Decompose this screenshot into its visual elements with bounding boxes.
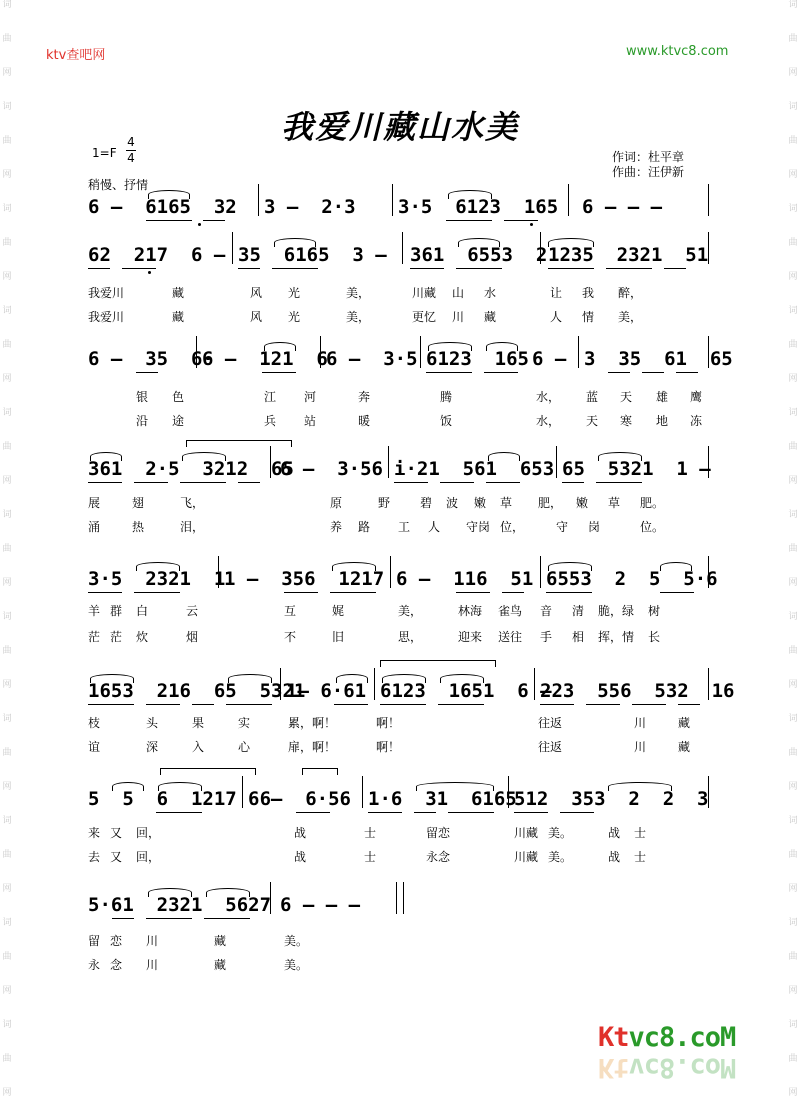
watermark-glyph: 曲 [788, 340, 798, 350]
site-logo-reflection [598, 1052, 735, 1083]
notation-segment: 65 5321 1 – [562, 458, 711, 480]
watermark-glyph: 词 [2, 102, 12, 112]
watermark-glyph: 词 [2, 816, 12, 826]
lyric-word: 美。 [548, 850, 573, 864]
notation-segment: 1653 216 65 5321 [88, 680, 306, 702]
lyric-word: 迎来 [458, 630, 483, 644]
lyric-word: 守岗 [466, 520, 491, 534]
site-logo[interactable] [598, 1022, 735, 1053]
lyric-word: 波 [446, 496, 459, 510]
lyric-word: 位。 [640, 520, 665, 534]
logo-reflection-part-2: vc8.coM [628, 1052, 736, 1083]
watermark-glyph: 曲 [788, 238, 798, 248]
watermark-glyph: 曲 [2, 646, 12, 656]
watermark-glyph: 词 [788, 0, 798, 10]
watermark-glyph: 网 [2, 1088, 12, 1098]
lyric-word: 川藏 [514, 826, 539, 840]
lyric-word: 旧 [332, 630, 345, 644]
lyric-word: 藏 [172, 310, 185, 324]
lyric-word: 啊！ [376, 740, 401, 754]
watermark-glyph: 曲 [788, 544, 798, 554]
lyric-word: 来 [88, 826, 101, 840]
lyric-word: 水， [536, 390, 561, 404]
notation-segment: 6 – 3·56 [280, 458, 383, 480]
watermark-glyph: 网 [788, 1088, 798, 1098]
watermark-glyph: 词 [2, 204, 12, 214]
score-line-6 [0, 678, 800, 704]
score-line-2 [0, 242, 800, 268]
lyric-word: 沿 [136, 414, 149, 428]
lyric-word: 更忆 [412, 310, 437, 324]
notation-segment: 6 – 121 6 [202, 348, 328, 370]
lyric-word: 永念 [426, 850, 451, 864]
lyric-word: 留恋 [426, 826, 451, 840]
lyric-word: 战 [608, 826, 621, 840]
lyric-word: 醉， [618, 286, 643, 300]
lyric-word: 往返 [538, 716, 563, 730]
lyric-word: 守 [556, 520, 569, 534]
lyric-word: 入 [192, 740, 205, 754]
lyric-word: 草 [500, 496, 513, 510]
lyric-word: 长 [648, 630, 661, 644]
lyric-word: 我爱川 [88, 310, 125, 324]
lyric-word: 工 [398, 520, 411, 534]
lyric-word: 士 [364, 850, 377, 864]
lyric-word: 川 [452, 310, 465, 324]
watermark-glyph: 曲 [788, 34, 798, 44]
watermark-glyph: 词 [788, 714, 798, 724]
lyric-word: 士 [364, 826, 377, 840]
watermark-glyph: 曲 [2, 544, 12, 554]
watermark-glyph: 网 [788, 986, 798, 996]
notation-segment: 3 35 61 65 [584, 348, 733, 370]
watermark-glyph: 词 [2, 918, 12, 928]
watermark-glyph: 曲 [788, 136, 798, 146]
watermark-glyph: 词 [788, 306, 798, 316]
lyric-word: 泪， [180, 520, 205, 534]
time-signature [124, 135, 138, 166]
watermark-glyph: 网 [788, 782, 798, 792]
notation-segment: 3 – 2·3 [264, 196, 356, 218]
watermark-glyph: 曲 [2, 238, 12, 248]
watermark-glyph: 曲 [2, 952, 12, 962]
lyric-word: 河 [304, 390, 317, 404]
key-signature: 1=F [92, 146, 117, 160]
lyric-word: 奔 [358, 390, 371, 404]
lyric-word: 藏 [678, 740, 691, 754]
notation-segment: 1235 2321 51 [548, 244, 709, 266]
watermark-glyph: 曲 [788, 850, 798, 860]
side-watermark-left [0, 0, 14, 1112]
lyric-word: 美， [346, 286, 371, 300]
lyric-word: 去 [88, 850, 101, 864]
notation-segment: 6 – 6165 32 [88, 196, 237, 218]
lyric-word: 风 [250, 286, 263, 300]
lyric-word: 我 [582, 286, 595, 300]
lyric-word: 战 [294, 850, 307, 864]
lyric-word: 水， [536, 414, 561, 428]
lyric-word: 寒 [620, 414, 633, 428]
song-title: 我爱川藏山水美 [280, 108, 519, 146]
watermark-glyph: 词 [788, 510, 798, 520]
notation-segment: 6 – [532, 348, 567, 370]
score-line-5 [0, 566, 800, 592]
lyric-word: 途 [172, 414, 185, 428]
notation-segment: 6 – 35 6· [88, 348, 214, 370]
watermark-glyph: 词 [788, 612, 798, 622]
watermark-glyph: 曲 [2, 340, 12, 350]
lyric-word: 林海 [458, 604, 483, 618]
lyric-word: 展 [88, 496, 101, 510]
watermark-glyph: 曲 [788, 442, 798, 452]
notation-segment: 3·5 2321 1 [88, 568, 226, 590]
lyric-word: 脆，绿 [598, 604, 635, 618]
lyric-word: 肥， [538, 496, 563, 510]
lyric-word: 天 [586, 414, 599, 428]
notation-segment: 3·5 6123 165 [398, 196, 559, 218]
lyric-word: 思， [398, 630, 423, 644]
lyric-word: 不 [284, 630, 297, 644]
lyric-word: 音 [540, 604, 553, 618]
tempo-marking: 稍慢、抒情 [88, 178, 149, 192]
watermark-glyph: 词 [788, 204, 798, 214]
notation-segment: 361 6553 2 [410, 244, 548, 266]
lyric-word: 腾 [440, 390, 453, 404]
lyric-word: 头 [146, 716, 159, 730]
lyric-word: 草 [608, 496, 621, 510]
score-line-1 [0, 194, 800, 220]
lyric-word: 原 [330, 496, 343, 510]
lyric-word: 实 [238, 716, 251, 730]
site-name[interactable]: ktv查吧网 [46, 48, 106, 63]
notation-segment: 6553 2 5 5·6 [546, 568, 718, 590]
notation-segment: 1– 6·61 [286, 680, 367, 702]
lyric-word: 碧 [420, 496, 433, 510]
time-top: 4 [127, 135, 135, 149]
lyric-word: 美， [398, 604, 423, 618]
notation-segment: 223 556 532 16 [540, 680, 735, 702]
lyric-word: 士 [634, 850, 647, 864]
watermark-glyph: 网 [2, 986, 12, 996]
notation-segment: 1·6 31 6165 [368, 788, 517, 810]
lyric-word: 站 [304, 414, 317, 428]
lyric-word: 川藏 [514, 850, 539, 864]
lyric-word: 冻 [690, 414, 703, 428]
lyric-word: 人 [550, 310, 563, 324]
lyric-word: 美， [618, 310, 643, 324]
lyric-word: 饭 [440, 414, 453, 428]
watermark-glyph: 网 [2, 782, 12, 792]
lyric-word: 啊！ [376, 716, 401, 730]
score-line-4 [0, 456, 800, 482]
lyric-word: 川 [634, 740, 647, 754]
notation-segment: 5 5 6 1217 6 [88, 788, 272, 810]
time-bottom: 4 [127, 151, 135, 165]
lyric-word: 果 [192, 716, 205, 730]
logo-reflection-part-1: Kt [598, 1052, 629, 1083]
lyric-word: 炊 [136, 630, 149, 644]
lyric-word: 兵 [264, 414, 277, 428]
watermark-glyph: 词 [788, 408, 798, 418]
lyric-word: 美。 [284, 934, 309, 948]
lyric-word: 水 [484, 286, 497, 300]
lyric-word: 战 [608, 850, 621, 864]
lyric-word: 群 [110, 604, 123, 618]
watermark-glyph: 词 [788, 816, 798, 826]
lyric-word: 又 [110, 826, 123, 840]
lyric-word: 留 [88, 934, 101, 948]
lyric-word: 情 [582, 310, 595, 324]
lyric-word: 往返 [538, 740, 563, 754]
notation-segment: 6123 165 [426, 348, 529, 370]
notation-segment: 6 – 6·56 [248, 788, 351, 810]
lyric-word: 肥。 [640, 496, 665, 510]
lyric-word: 永 [88, 958, 101, 972]
watermark-glyph: 网 [2, 374, 12, 384]
lyric-word: 累，啊！ [288, 716, 337, 730]
watermark-glyph: 网 [788, 578, 798, 588]
lyric-word: 野 [378, 496, 391, 510]
watermark-glyph: 曲 [788, 952, 798, 962]
lyric-word: 谊 [88, 740, 101, 754]
watermark-glyph: 曲 [2, 136, 12, 146]
lyric-word: 位， [500, 520, 525, 534]
lyric-word: 茫 [110, 630, 123, 644]
watermark-glyph: 网 [2, 272, 12, 282]
lyric-word: 川 [146, 934, 159, 948]
lyric-word: 川藏 [412, 286, 437, 300]
lyric-word: 人 [428, 520, 441, 534]
lyric-word: 互 [284, 604, 297, 618]
lyric-word: 银 [136, 390, 149, 404]
lyric-word: 藏 [678, 716, 691, 730]
lyric-word: 光 [288, 286, 301, 300]
lyric-word: 我爱川 [88, 286, 125, 300]
notation-segment: 512 353 2 2 3 [514, 788, 709, 810]
notation-segment: 361 2·5 3212 65 [88, 458, 294, 480]
watermark-glyph: 词 [788, 1020, 798, 1030]
watermark-glyph: 曲 [788, 1054, 798, 1064]
watermark-glyph: 曲 [2, 748, 12, 758]
watermark-glyph: 词 [788, 918, 798, 928]
watermark-glyph: 网 [2, 578, 12, 588]
lyric-word: 鹰 [690, 390, 703, 404]
watermark-glyph: 词 [2, 0, 12, 10]
lyric-word: 挥，情 [598, 630, 635, 644]
notation-segment: 1 – 356 1217 [224, 568, 385, 590]
lyric-word: 嫩 [474, 496, 487, 510]
score-line-7 [0, 786, 800, 812]
site-url[interactable]: www.ktvc8.com [626, 44, 729, 59]
lyric-word: 藏 [214, 958, 227, 972]
notation-segment: 6 – – – [582, 196, 663, 218]
lyric-word: 战 [294, 826, 307, 840]
notation-segment: 62 217 6 – [88, 244, 226, 266]
lyric-word: 飞， [180, 496, 205, 510]
lyric-word: 让 [550, 286, 563, 300]
watermark-glyph: 网 [788, 476, 798, 486]
watermark-glyph: 词 [788, 102, 798, 112]
lyric-word: 云 [186, 604, 199, 618]
lyric-word: 藏 [214, 934, 227, 948]
watermark-glyph: 曲 [2, 850, 12, 860]
watermark-glyph: 曲 [2, 442, 12, 452]
lyric-word: 光 [288, 310, 301, 324]
watermark-glyph: 网 [788, 884, 798, 894]
watermark-glyph: 网 [2, 680, 12, 690]
watermark-glyph: 网 [2, 68, 12, 78]
lyric-word: 相 [572, 630, 585, 644]
lyric-word: 岗 [588, 520, 601, 534]
lyric-word: 枝 [88, 716, 101, 730]
side-watermark-right [786, 0, 800, 1112]
watermark-glyph: 曲 [2, 34, 12, 44]
lyric-word: 士 [634, 826, 647, 840]
lyric-word: 扉，啊！ [288, 740, 337, 754]
lyric-word: 手 [540, 630, 553, 644]
notation-segment: 35 6165 3 – [238, 244, 387, 266]
score-line-3 [0, 346, 800, 372]
lyric-word: 白 [136, 604, 149, 618]
lyric-word: 美。 [284, 958, 309, 972]
lyric-word: 回， [136, 826, 161, 840]
watermark-glyph: 网 [2, 476, 12, 486]
lyric-word: 天 [620, 390, 633, 404]
watermark-glyph: 词 [2, 714, 12, 724]
lyric-word: 色 [172, 390, 185, 404]
lyric-word: 暖 [358, 414, 371, 428]
lyric-word: 回， [136, 850, 161, 864]
lyric-word: 路 [358, 520, 371, 534]
watermark-glyph: 曲 [2, 1054, 12, 1064]
watermark-glyph: 网 [788, 680, 798, 690]
lyric-word: 翅 [132, 496, 145, 510]
lyric-word: 又 [110, 850, 123, 864]
watermark-glyph: 曲 [788, 748, 798, 758]
lyric-word: 茫 [88, 630, 101, 644]
watermark-glyph: 网 [788, 272, 798, 282]
notation-segment: i·21 561 653 [394, 458, 555, 480]
lyric-word: 美， [346, 310, 371, 324]
lyric-word: 深 [146, 740, 159, 754]
lyric-word: 养 [330, 520, 343, 534]
logo-part-2: vc8.coM [628, 1022, 736, 1053]
lyric-word: 心 [238, 740, 251, 754]
notation-segment: 6 – 116 51 [396, 568, 534, 590]
lyric-word: 嫩 [576, 496, 589, 510]
lyric-word: 娓 [332, 604, 345, 618]
lyric-word: 雀鸟 [498, 604, 523, 618]
lyric-word: 送往 [498, 630, 523, 644]
watermark-glyph: 词 [2, 612, 12, 622]
lyric-word: 念 [110, 958, 123, 972]
notation-segment: 6 – 3·5 [326, 348, 418, 370]
watermark-glyph: 网 [788, 68, 798, 78]
lyric-word: 涌 [88, 520, 101, 534]
logo-part-1: Kt [598, 1022, 629, 1053]
watermark-glyph: 词 [2, 408, 12, 418]
lyric-word: 风 [250, 310, 263, 324]
lyric-word: 藏 [172, 286, 185, 300]
lyric-word: 恋 [110, 934, 123, 948]
lyric-word: 山 [452, 286, 465, 300]
score-line-8 [0, 892, 800, 918]
lyric-word: 川 [634, 716, 647, 730]
notation-segment: 6123 1651 6 – [380, 680, 552, 702]
lyric-word: 树 [648, 604, 661, 618]
watermark-glyph: 词 [2, 306, 12, 316]
lyric-word: 清 [572, 604, 585, 618]
lyric-word: 江 [264, 390, 277, 404]
lyric-word: 烟 [186, 630, 199, 644]
lyric-word: 川 [146, 958, 159, 972]
composer: 作曲：汪伊新 [612, 165, 685, 179]
watermark-glyph: 网 [2, 170, 12, 180]
watermark-glyph: 曲 [788, 646, 798, 656]
watermark-glyph: 词 [2, 510, 12, 520]
lyric-word: 羊 [88, 604, 101, 618]
lyric-word: 蓝 [586, 390, 599, 404]
watermark-glyph: 词 [2, 1020, 12, 1030]
lyric-word: 藏 [484, 310, 497, 324]
notation-segment: 5·61 2321 5627 [88, 894, 272, 916]
watermark-glyph: 网 [2, 884, 12, 894]
lyric-word: 热 [132, 520, 145, 534]
watermark-glyph: 网 [788, 374, 798, 384]
lyric-word: 地 [656, 414, 669, 428]
lyric-word: 美。 [548, 826, 573, 840]
lyric-word: 雄 [656, 390, 669, 404]
lyricist: 作词：杜平章 [612, 150, 685, 164]
notation-segment: 6 – – – [280, 894, 361, 916]
watermark-glyph: 网 [788, 170, 798, 180]
